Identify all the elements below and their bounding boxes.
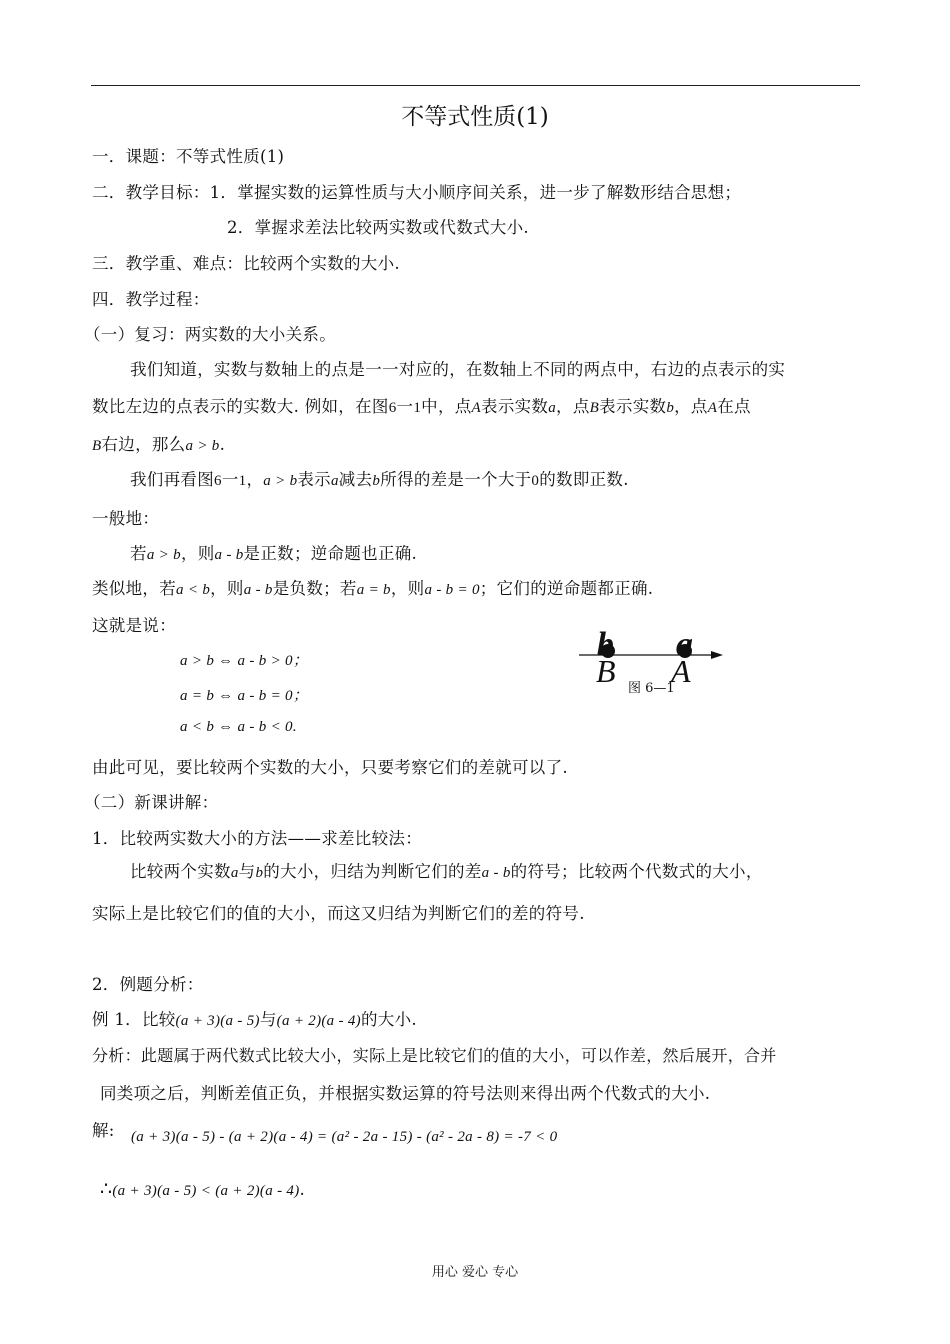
para-1-line-1: 我们知道，实数与数轴上的点是一一对应的，在数轴上不同的两点中，右边的点表示的实 [130, 360, 786, 379]
text-segment: 右边，那么 [101, 435, 186, 454]
text-segment: 的大小，归结为判断它们的差 [263, 862, 482, 881]
text-segment: 是负数；若 [272, 579, 357, 598]
math-expression: a < b [176, 582, 211, 598]
label-B: B [596, 653, 616, 689]
math-symbol: b [372, 473, 381, 489]
label-a: a [676, 626, 693, 663]
text-segment: ，则 [180, 544, 215, 563]
page-footer: 用心 爱心 专心 [431, 1265, 519, 1280]
topic-line: 一．课题：不等式性质(1) [92, 147, 285, 166]
math-expression: (a + 2)(a - 4) [276, 1013, 361, 1029]
text-segment: . [219, 435, 226, 454]
method-heading: 1．比较两实数大小的方法——求差比较法： [92, 829, 422, 848]
math-symbol: B [92, 438, 102, 454]
math-expression: a - b [481, 865, 511, 881]
text-segment: 减去 [338, 470, 373, 489]
math-symbol: A [471, 400, 482, 416]
therefore-line [100, 1178, 305, 1200]
math-symbol: a [548, 400, 557, 416]
text-segment: 的大小. [360, 1010, 417, 1029]
rule-negative-zero [92, 575, 653, 599]
text-segment: ， [246, 470, 264, 489]
text-segment: ；它们的逆命题都正确. [479, 579, 654, 598]
text-segment: 比较两个实数 [130, 862, 231, 881]
label-b: b [597, 626, 614, 663]
math-number: 1 [413, 400, 422, 416]
conclusion-line: 由此可见，要比较两个实数的大小，只要考察它们的差就可以了. [92, 758, 568, 777]
therefore-symbol: ∴ [100, 1178, 113, 1200]
text-segment: . [299, 1180, 306, 1199]
math-expression: a > b [263, 473, 298, 489]
math-expression: a = b [356, 582, 391, 598]
para-1-line-2 [92, 393, 751, 417]
header-rule [91, 85, 860, 86]
text-segment: 类似地，若 [92, 579, 176, 598]
text-segment: 若 [130, 544, 147, 563]
math-expression: a - b = 0 [424, 582, 480, 598]
text-segment: 的符号；比较两个代数式的大小， [510, 862, 763, 881]
keypoint-line: 三．教学重、难点：比较两个实数的大小. [92, 254, 400, 273]
example-heading: 2．例题分析： [92, 975, 204, 994]
example-1-line [92, 1006, 417, 1030]
text-segment: 与 [238, 862, 256, 881]
text-segment: 表示 [297, 470, 331, 489]
text-segment: 一 [396, 397, 414, 416]
math-expression: a > b [185, 438, 220, 454]
analysis-line-2: 同类项之后，判断差值正负，并根据实数运算的符号法则来得出两个代数式的大小. [100, 1084, 711, 1103]
text-segment: 表示实数 [599, 397, 667, 416]
method-para-line-1 [130, 858, 763, 882]
thatis-heading: 这就是说： [92, 616, 176, 635]
text-segment: 例 1．比较 [92, 1010, 176, 1029]
review-heading: （一）复习：两实数的大小关系。 [84, 325, 336, 344]
number-line-figure [575, 625, 735, 695]
number-line-svg [575, 625, 735, 695]
math-symbol: a [230, 865, 239, 881]
solution-equation: (a + 3)(a - 5) - (a + 2)(a - 4) = (a² - 2a - 15) - (a² - 2a - 8) = -7 < 0 [131, 1129, 558, 1145]
math-expression: (a + 3)(a - 5) < (a + 2)(a - 4) [112, 1183, 300, 1199]
text-segment: ，点 [556, 397, 590, 416]
text-segment: 在点 [717, 397, 751, 416]
text-segment: ，则 [390, 579, 425, 598]
method-para-line-2: 实际上是比较它们的值的大小，而这又归结为判断它们的差的符号. [92, 904, 585, 923]
math-number: 0 [531, 473, 540, 489]
text-segment: ，则 [210, 579, 244, 598]
text-segment: 的数即正数. [539, 470, 629, 489]
math-expression: a > b [146, 547, 181, 563]
math-symbol: b [255, 865, 264, 881]
math-number: 6 [388, 400, 397, 416]
equivalence-2: a = b ⇔ a - b = 0； [180, 688, 309, 704]
objective-line-2: 2．掌握求差法比较两实数或代数式大小. [227, 218, 529, 237]
text-segment: 数比左边的点表示的实数大. 例如，在图 [92, 397, 389, 416]
para-2 [130, 466, 629, 490]
math-expression: a - b [214, 547, 244, 563]
text-segment: 是正数；逆命题也正确. [243, 544, 418, 563]
analysis-line-1: 分析：此题属于两代数式比较大小，实际上是比较它们的值的大小，可以作差，然后展开，合并 [92, 1046, 777, 1065]
math-number: 1 [238, 473, 247, 489]
text-segment: 所得的差是一个大于 [380, 470, 532, 489]
math-symbol: a [330, 473, 339, 489]
new-lesson-heading: （二）新课讲解： [84, 793, 219, 812]
text-segment: ，点 [674, 397, 708, 416]
rule-positive [130, 540, 417, 564]
text-segment: 与 [259, 1010, 277, 1029]
figure-caption: 图 6—1 [628, 681, 675, 695]
math-expression: (a + 3)(a - 5) [175, 1013, 260, 1029]
equivalence-1: a > b ⇔ a - b > 0； [180, 653, 309, 669]
text-segment: 表示实数 [481, 397, 549, 416]
math-expression: a - b [243, 582, 273, 598]
math-symbol: b [666, 400, 675, 416]
para-1-line-3 [92, 431, 225, 455]
page-title: 不等式性质(1) [401, 104, 549, 130]
text-segment: 中，点 [421, 397, 472, 416]
math-symbol: A [707, 400, 718, 416]
text-segment: 一 [221, 470, 239, 489]
solution-label: 解: [92, 1121, 115, 1140]
label-A: A [671, 653, 691, 689]
objective-line-1: 二．教学目标：1．掌握实数的运算性质与大小顺序间关系，进一步了解数形结合思想； [92, 183, 742, 202]
equivalence-3: a < b ⇔ a - b < 0. [180, 719, 297, 735]
axis-arrow-icon [711, 651, 723, 659]
math-number: 6 [214, 473, 222, 489]
math-symbol: B [589, 400, 600, 416]
process-heading: 四．教学过程： [92, 290, 210, 309]
general-heading: 一般地： [92, 509, 160, 528]
text-segment: 我们再看图 [130, 470, 214, 489]
